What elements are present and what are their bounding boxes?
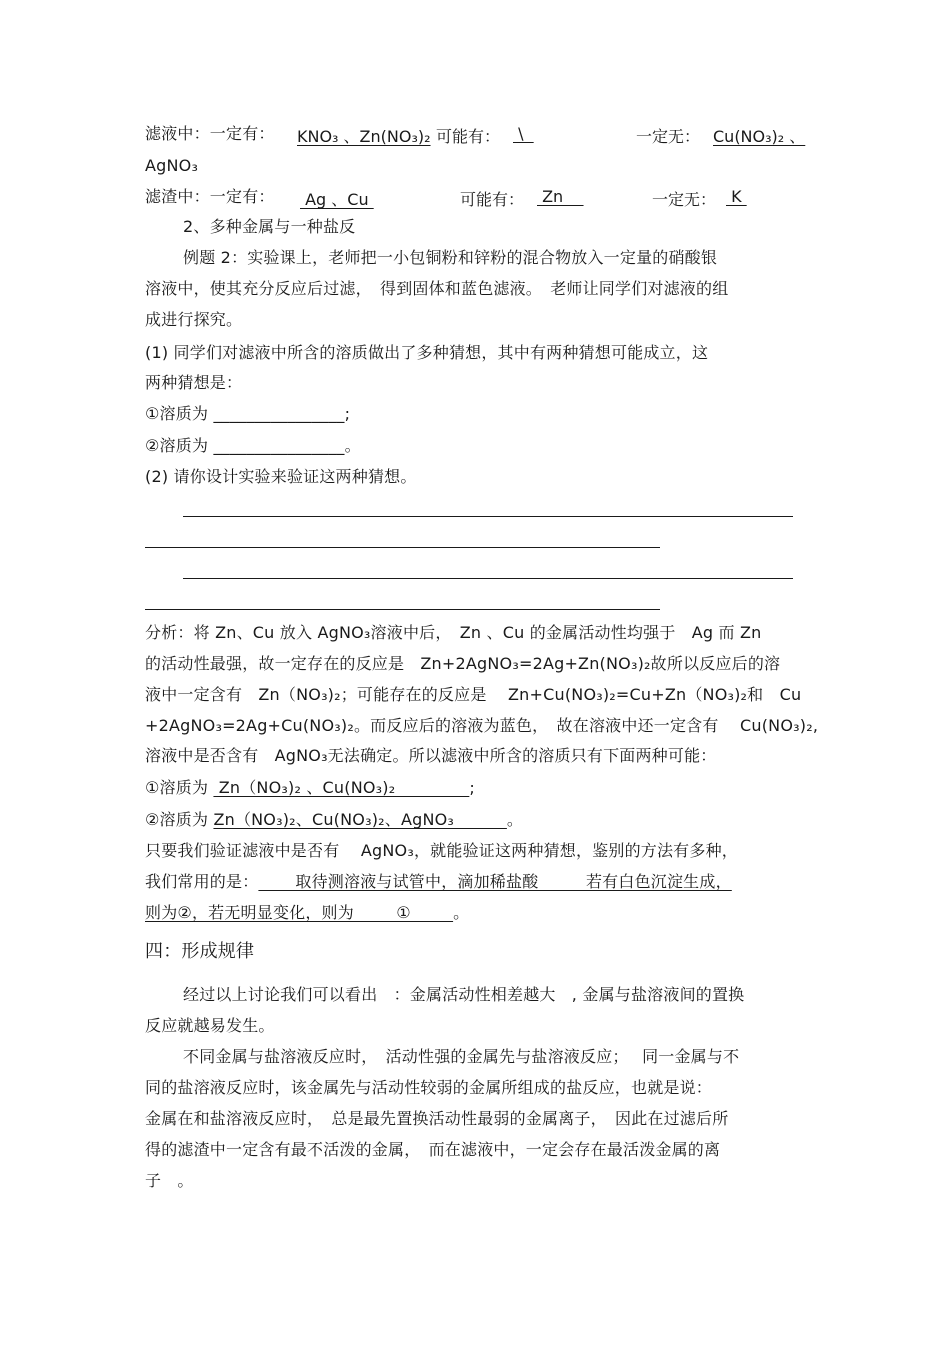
question1-line-2: 两种猜想是： [145, 373, 243, 392]
rule-p2-line-3: 金属在和盐溶液反应时， 总是最先置换活动性最弱的金属离子， 因此在过滤后所 [145, 1109, 729, 1128]
answer-line-2[interactable] [145, 547, 660, 548]
residue-may-value: Zn [537, 187, 584, 206]
example2-line-1: 例题 2：实验课上，老师把一小包铜粉和锌粉的混合物放入一定量的硝酸银 [183, 248, 718, 267]
guess-2-label: ②溶质为 [145, 436, 214, 455]
residue-must-label: 滤渣中：一定有： [145, 187, 275, 206]
answer-line-1[interactable] [183, 516, 793, 517]
rule-p2-line-5: 子 。 [145, 1171, 194, 1190]
answer-2 [145, 810, 523, 830]
rule-p1-line-2: 反应就越易发生。 [145, 1016, 275, 1035]
verify-line-2 [145, 872, 732, 892]
filtrate-none-value-cont: AgNO₃ [145, 156, 199, 175]
guess-1-blank[interactable]: ________________; [213, 404, 351, 423]
example2-line-2: 溶液中，使其充分反应后过滤， 得到固体和蓝色滤液。 老师让同学们对滤液的组 [145, 279, 729, 298]
answer-1 [145, 778, 475, 798]
answer-line-3[interactable] [183, 578, 793, 579]
answer-1-value: Zn（NO₃)₂ 、Cu(NO₃)₂ [213, 778, 470, 797]
section-4-title: 四：形成规律 [145, 941, 255, 962]
filtrate-may-value: \ [513, 124, 534, 143]
section-2-title: 2、多种金属与一种盐反 [183, 217, 356, 236]
answer-2-end: 。 [506, 810, 524, 829]
verify-label: 我们常用的是： [145, 872, 259, 891]
residue-none-label: 一定无： [652, 190, 717, 209]
rule-p2-line-1: 不同金属与盐溶液反应时， 活动性强的金属先与盐溶液反应； 同一金属与不 [183, 1047, 740, 1066]
analysis-line-1: 分析：将 Zn、Cu 放入 AgNO₃溶液中后， Zn 、Cu 的金属活动性均强于 Ag 而 Zn [145, 623, 762, 642]
filtrate-none-label: 一定无： [636, 127, 701, 146]
verify-result: 则为②，若无明显变化，则为 ① [145, 903, 454, 922]
guess-1-label: ①溶质为 [145, 404, 214, 423]
residue-may-label: 可能有： [460, 190, 525, 209]
analysis-line-2: 的活动性最强，故一定存在的反应是 Zn+2AgNO₃=2Ag+Zn(NO₃)₂故所以反应后的溶 [145, 654, 781, 673]
answer-line-4[interactable] [145, 609, 660, 610]
analysis-line-4: +2AgNO₃=2Ag+Cu(NO₃)₂。而反应后的溶液为蓝色， 故在溶液中还一定含有 Cu(NO₃)₂, [145, 716, 819, 735]
guess-1 [145, 404, 350, 424]
residue-line [145, 187, 275, 207]
filtrate-line [145, 124, 275, 144]
verify-end: 。 [453, 903, 470, 922]
question1-line-1: (1) 同学们对滤液中所含的溶质做出了多种猜想，其中有两种猜想可能成立，这 [145, 343, 709, 362]
analysis-line-3: 液中一定含有 Zn（NO₃)₂；可能存在的反应是 Zn+Cu(NO₃)₂=Cu+Zn（NO₃)₂和 Cu [145, 685, 802, 704]
answer-1-label: ①溶质为 [145, 778, 214, 797]
guess-2-blank[interactable]: ________________。 [213, 436, 361, 455]
answer-2-label: ②溶质为 [145, 810, 214, 829]
verify-line-1: 只要我们验证滤液中是否有 AgNO₃，就能验证这两种猜想，鉴别的方法有多种， [145, 841, 738, 860]
filtrate-must-label: 滤液中：一定有： [145, 124, 275, 143]
answer-1-end: ; [469, 778, 475, 797]
residue-none-value: K [726, 187, 747, 206]
filtrate-none-value: Cu(NO₃)₂ 、 [713, 127, 806, 146]
example2-line-3: 成进行探究。 [145, 310, 243, 329]
answer-2-value: Zn（NO₃)₂、Cu(NO₃)₂、AgNO₃ [213, 810, 507, 829]
filtrate-may-label: 可能有： [436, 127, 501, 146]
rule-p2-line-2: 同的盐溶液反应时，该金属先与活动性较弱的金属所组成的盐反应，也就是说： [145, 1078, 713, 1097]
guess-2 [145, 436, 361, 456]
filtrate-must-value: KNO₃ 、Zn(NO₃)₂ [297, 127, 431, 146]
rule-p2-line-4: 得的滤渣中一定含有最不活泼的金属， 而在滤液中，一定会存在最活泼金属的离 [145, 1140, 721, 1159]
question2: (2) 请你设计实验来验证这两种猜想。 [145, 467, 417, 486]
residue-must-value: Ag 、Cu [300, 190, 374, 209]
rule-p1-line-1: 经过以上讨论我们可以看出 ：金属活动性相差越大 , 金属与盐溶液间的置换 [183, 985, 745, 1004]
analysis-line-5: 溶液中是否含有 AgNO₃无法确定。所以滤液中所含的溶质只有下面两种可能： [145, 746, 717, 765]
verify-line-3 [145, 903, 469, 923]
verify-method: 取待测溶液与试管中，滴加稀盐酸 若有白色沉淀生成， [258, 872, 732, 891]
